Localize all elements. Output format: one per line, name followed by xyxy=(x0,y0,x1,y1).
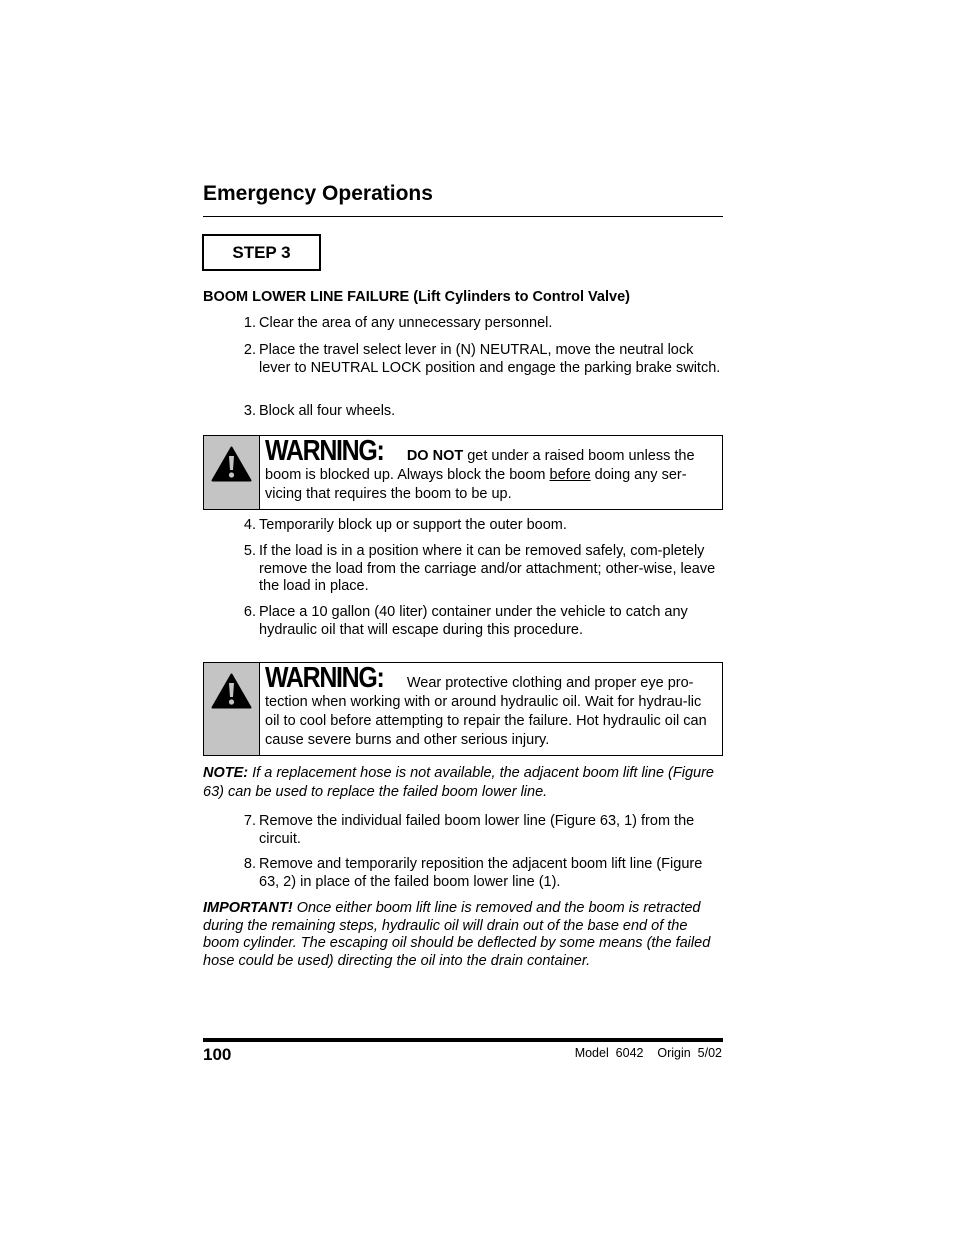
note-text: If a replacement hose is not available, the adjacent boom lift line (Figure 63) can be used to replace the failed boom lower line. xyxy=(203,765,714,800)
item-number: 4. xyxy=(243,517,256,533)
footer-divider xyxy=(203,1038,723,1042)
warning-text-part: Wear protective clothing and proper eye pro-tection when working with or around hydraulic oil. Wait for hydrau-lic oil to cool before attempting to repair the failure. Hot hydraulic oil can cause severe burns and other serious injury. xyxy=(265,675,707,748)
item-number: 5. xyxy=(243,543,256,559)
warning-box xyxy=(203,662,723,756)
item-text: If the load is in a position where it can be removed safely, com-pletely remove the load from the carriage and/or attachment; other-wise, leave the load in place. xyxy=(259,543,716,594)
warning-heading: WARNING: xyxy=(265,435,384,467)
warning-text xyxy=(265,662,716,750)
item-text: Temporarily block up or support the outer boom. xyxy=(259,517,567,533)
list-item xyxy=(238,856,723,891)
item-number: 6. xyxy=(243,604,256,620)
page-number: 100 xyxy=(203,1045,232,1064)
section-title: Emergency Operations xyxy=(203,182,433,205)
important-text: Once either boom lift line is removed and the boom is retracted during the remaining steps, hydraulic oil will drain out of the base end of the boom cylinder. The escaping oil should be deflected by some means (the failed hose could be used) directing the oil into the drain container. xyxy=(203,900,711,969)
list-item xyxy=(238,315,723,333)
warning-text xyxy=(265,435,716,504)
warning-underlined-word: before xyxy=(549,467,591,483)
list-item xyxy=(238,403,723,421)
warning-sidebar xyxy=(204,663,260,755)
item-number: 2. xyxy=(243,342,256,358)
warning-triangle-icon xyxy=(211,446,252,482)
warning-box xyxy=(203,435,723,510)
item-text: Block all four wheels. xyxy=(259,403,396,419)
item-number: 1. xyxy=(243,315,256,331)
important-label: IMPORTANT! xyxy=(203,900,293,916)
item-number: 7. xyxy=(243,813,256,829)
list-item xyxy=(238,342,723,377)
warning-emphasis: DO NOT xyxy=(406,448,464,464)
list-item xyxy=(238,604,723,639)
warning-text-part: doing any ser-vicing that requires the boom to be up. xyxy=(265,467,687,502)
item-number: 8. xyxy=(243,856,256,872)
warning-triangle-icon xyxy=(211,673,252,709)
item-text: Remove the individual failed boom lower line (Figure 63, 1) from the circuit. xyxy=(259,813,695,847)
warning-sidebar xyxy=(204,436,260,509)
list-item xyxy=(238,813,723,848)
step-label: STEP 3 xyxy=(202,234,321,271)
item-text: Place a 10 gallon (40 liter) container under the vehicle to catch any hydraulic oil that will escape during this procedure. xyxy=(259,604,688,638)
item-text: Clear the area of any unnecessary personnel. xyxy=(259,315,553,331)
item-text: Remove and temporarily reposition the adjacent boom lift line (Figure 63, 2) in place of the failed boom lower line (1). xyxy=(259,856,703,890)
procedure-title: BOOM LOWER LINE FAILURE (Lift Cylinders to Control Valve) xyxy=(203,289,630,305)
model-origin-info: Model 6042 Origin 5/02 xyxy=(574,1046,722,1060)
important-paragraph xyxy=(203,900,725,970)
title-divider xyxy=(203,216,723,217)
warning-heading: WARNING: xyxy=(265,662,384,694)
list-item xyxy=(238,517,723,535)
warning-text-part: get under a raised boom unless the boom is blocked up. Always block the boom xyxy=(265,448,695,483)
note-paragraph xyxy=(203,764,725,802)
item-text: Place the travel select lever in (N) NEUTRAL, move the neutral lock lever to NEUTRAL LOCK position and engage the parking brake switch. xyxy=(259,342,721,376)
item-number: 3. xyxy=(243,403,256,419)
list-item xyxy=(238,543,723,596)
note-label: NOTE: xyxy=(203,765,249,781)
